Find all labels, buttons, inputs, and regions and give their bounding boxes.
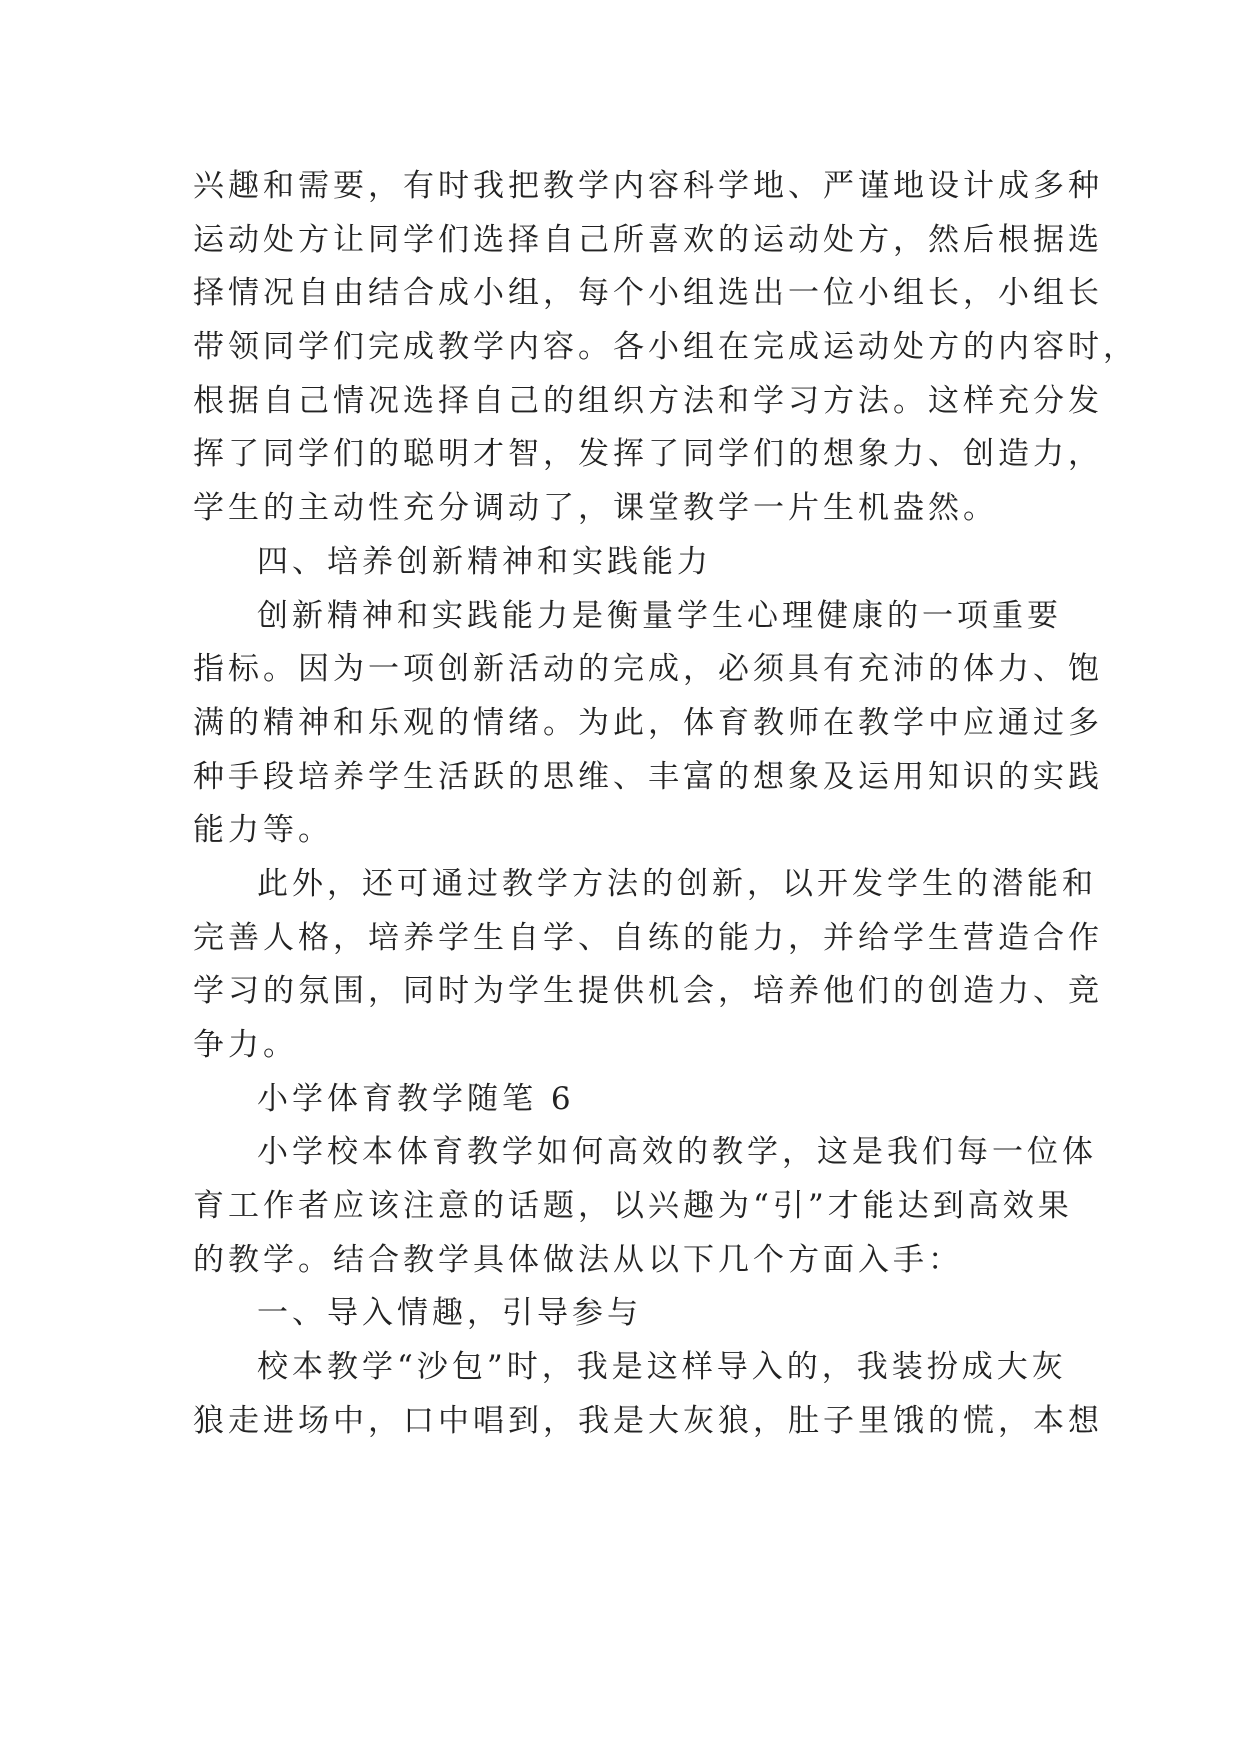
body-text	[193, 160, 1138, 1449]
text-line: 狼走进场中，口中唱到，我是大灰狼，肚子里饿的慌，本想	[193, 1402, 1103, 1439]
text-line: 择情况自由结合成小组，每个小组选出一位小组长，小组长	[193, 275, 1103, 312]
text-line: 育工作者应该注意的话题，以兴趣为“引”才能达到高效果	[193, 1188, 1073, 1225]
text-line: 挥了同学们的聪明才智，发挥了同学们的想象力、创造力，	[193, 436, 1103, 473]
text-line: 能力等。	[193, 812, 333, 849]
text-line: 兴趣和需要，有时我把教学内容科学地、严谨地设计成多种	[193, 168, 1103, 204]
text-line: 争力。	[193, 1027, 298, 1063]
section-heading: 一、导入情趣，引导参与	[257, 1295, 642, 1332]
paragraph-start: 小学校本体育教学如何高效的教学，这是我们每一位体	[257, 1134, 1097, 1171]
text-line: 带领同学们完成教学内容。各小组在完成运动处方的内容时，	[193, 329, 1138, 366]
text-line: 满的精神和乐观的情绪。为此，体育教师在教学中应通过多	[193, 704, 1103, 741]
text-line: 种手段培养学生活跃的思维、丰富的想象及运用知识的实践	[193, 758, 1103, 795]
text-line: 指标。因为一项创新活动的完成，必须具有充沛的体力、饱	[193, 651, 1103, 688]
text-line: 根据自己情况选择自己的组织方法和学习方法。这样充分发	[193, 382, 1103, 419]
text-line: 学习的氛围，同时为学生提供机会，培养他们的创造力、竞	[193, 973, 1103, 1010]
paragraph-start: 校本教学“沙包”时，我是这样导入的，我装扮成大灰	[257, 1349, 1067, 1386]
text-line: 学生的主动性充分调动了，课堂教学一片生机盎然。	[193, 490, 998, 527]
text-line: 运动处方让同学们选择自己所喜欢的运动处方，然后根据选	[193, 221, 1103, 258]
section-heading: 四、培养创新精神和实践能力	[257, 543, 712, 580]
text-line: 的教学。结合教学具体做法从以下几个方面入手：	[193, 1241, 963, 1278]
paragraph-start: 创新精神和实践能力是衡量学生心理健康的一项重要	[257, 597, 1062, 634]
text-line: 完善人格，培养学生自学、自练的能力，并给学生营造合作	[193, 919, 1103, 956]
article-title: 小学体育教学随笔 6	[257, 1080, 575, 1117]
paragraph-start: 此外，还可通过教学方法的创新，以开发学生的潜能和	[257, 865, 1097, 902]
